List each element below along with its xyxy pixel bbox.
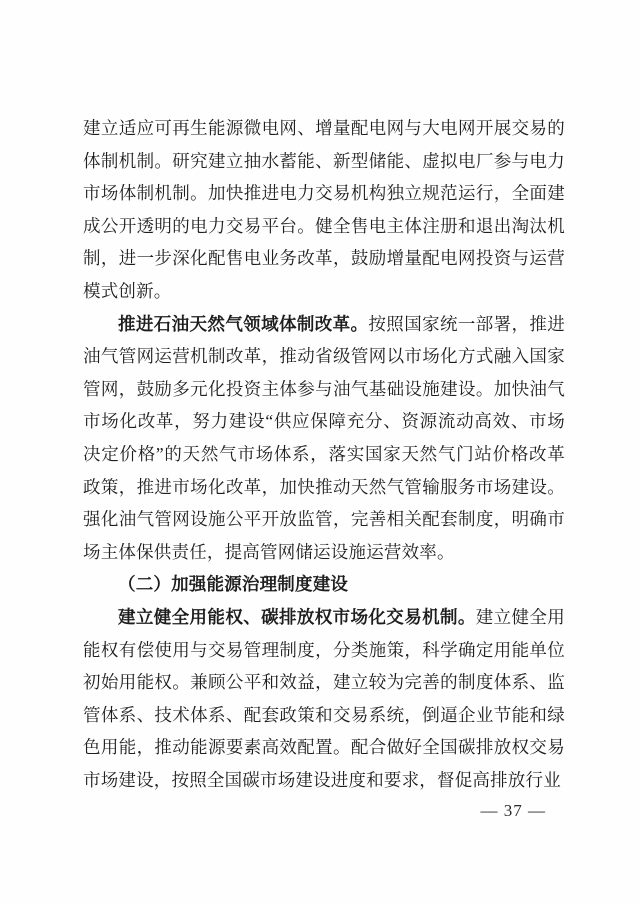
paragraph-lead-bold: 建立健全用能权、碳排放权市场化交易机制。 <box>118 606 476 627</box>
paragraph-energy-rights-carbon-trading <box>83 601 565 797</box>
paragraph-text: 建立健全用能权有偿使用与交易管理制度，分类施策，科学确定用能单位初始用能权。兼顾公平和效益，建立较为完善的制度体系、监管体系、技术体系、配套政策和交易系统，倒逼企业节能和绿色用能，推动能源要素高效配置。配合做好全国碳排放权交易市场建设，按照全国碳市场建设进度和要求，督促高排放行业 <box>83 606 565 790</box>
paragraph-lead-bold: 推进石油天然气领域体制改革。 <box>118 313 369 334</box>
page-number: — 37 — <box>480 801 546 820</box>
paragraph-text: 按照国家统一部署，推进油气管网运营机制改革，推动省级管网以市场化方式融入国家管网，鼓励多元化投资主体参与油气基础设施建设。加快油气市场化改革，努力建设“供应保障充分、资源流动高效、市场决定价格”的天然气市场体系，落实国家天然气门站价格改革政策，推进市场化改革，加快推动天然气管输服务市场建设。强化油气管网设施公平开放监管，完善相关配套制度，明确市场主体保供责任，提高管网储运设施运营效率。 <box>83 313 565 562</box>
paragraph-electricity-market-continuation <box>83 112 565 308</box>
section-heading-energy-governance: （二）加强能源治理制度建设 <box>118 574 349 595</box>
paragraph-text: 建立适应可再生能源微电网、增量配电网与大电网开展交易的体制机制。研究建立抽水蓄能、新型储能、虚拟电厂参与电力市场体制机制。加快推进电力交易机构独立规范运行，全面建成公开透明的电力交易平台。健全售电主体注册和退出淘汰机制，进一步深化配售电业务改革，鼓励增量配电网投资与运营模式创新。 <box>83 118 565 301</box>
document-body <box>83 112 565 796</box>
paragraph-oil-gas-reform <box>83 308 565 569</box>
